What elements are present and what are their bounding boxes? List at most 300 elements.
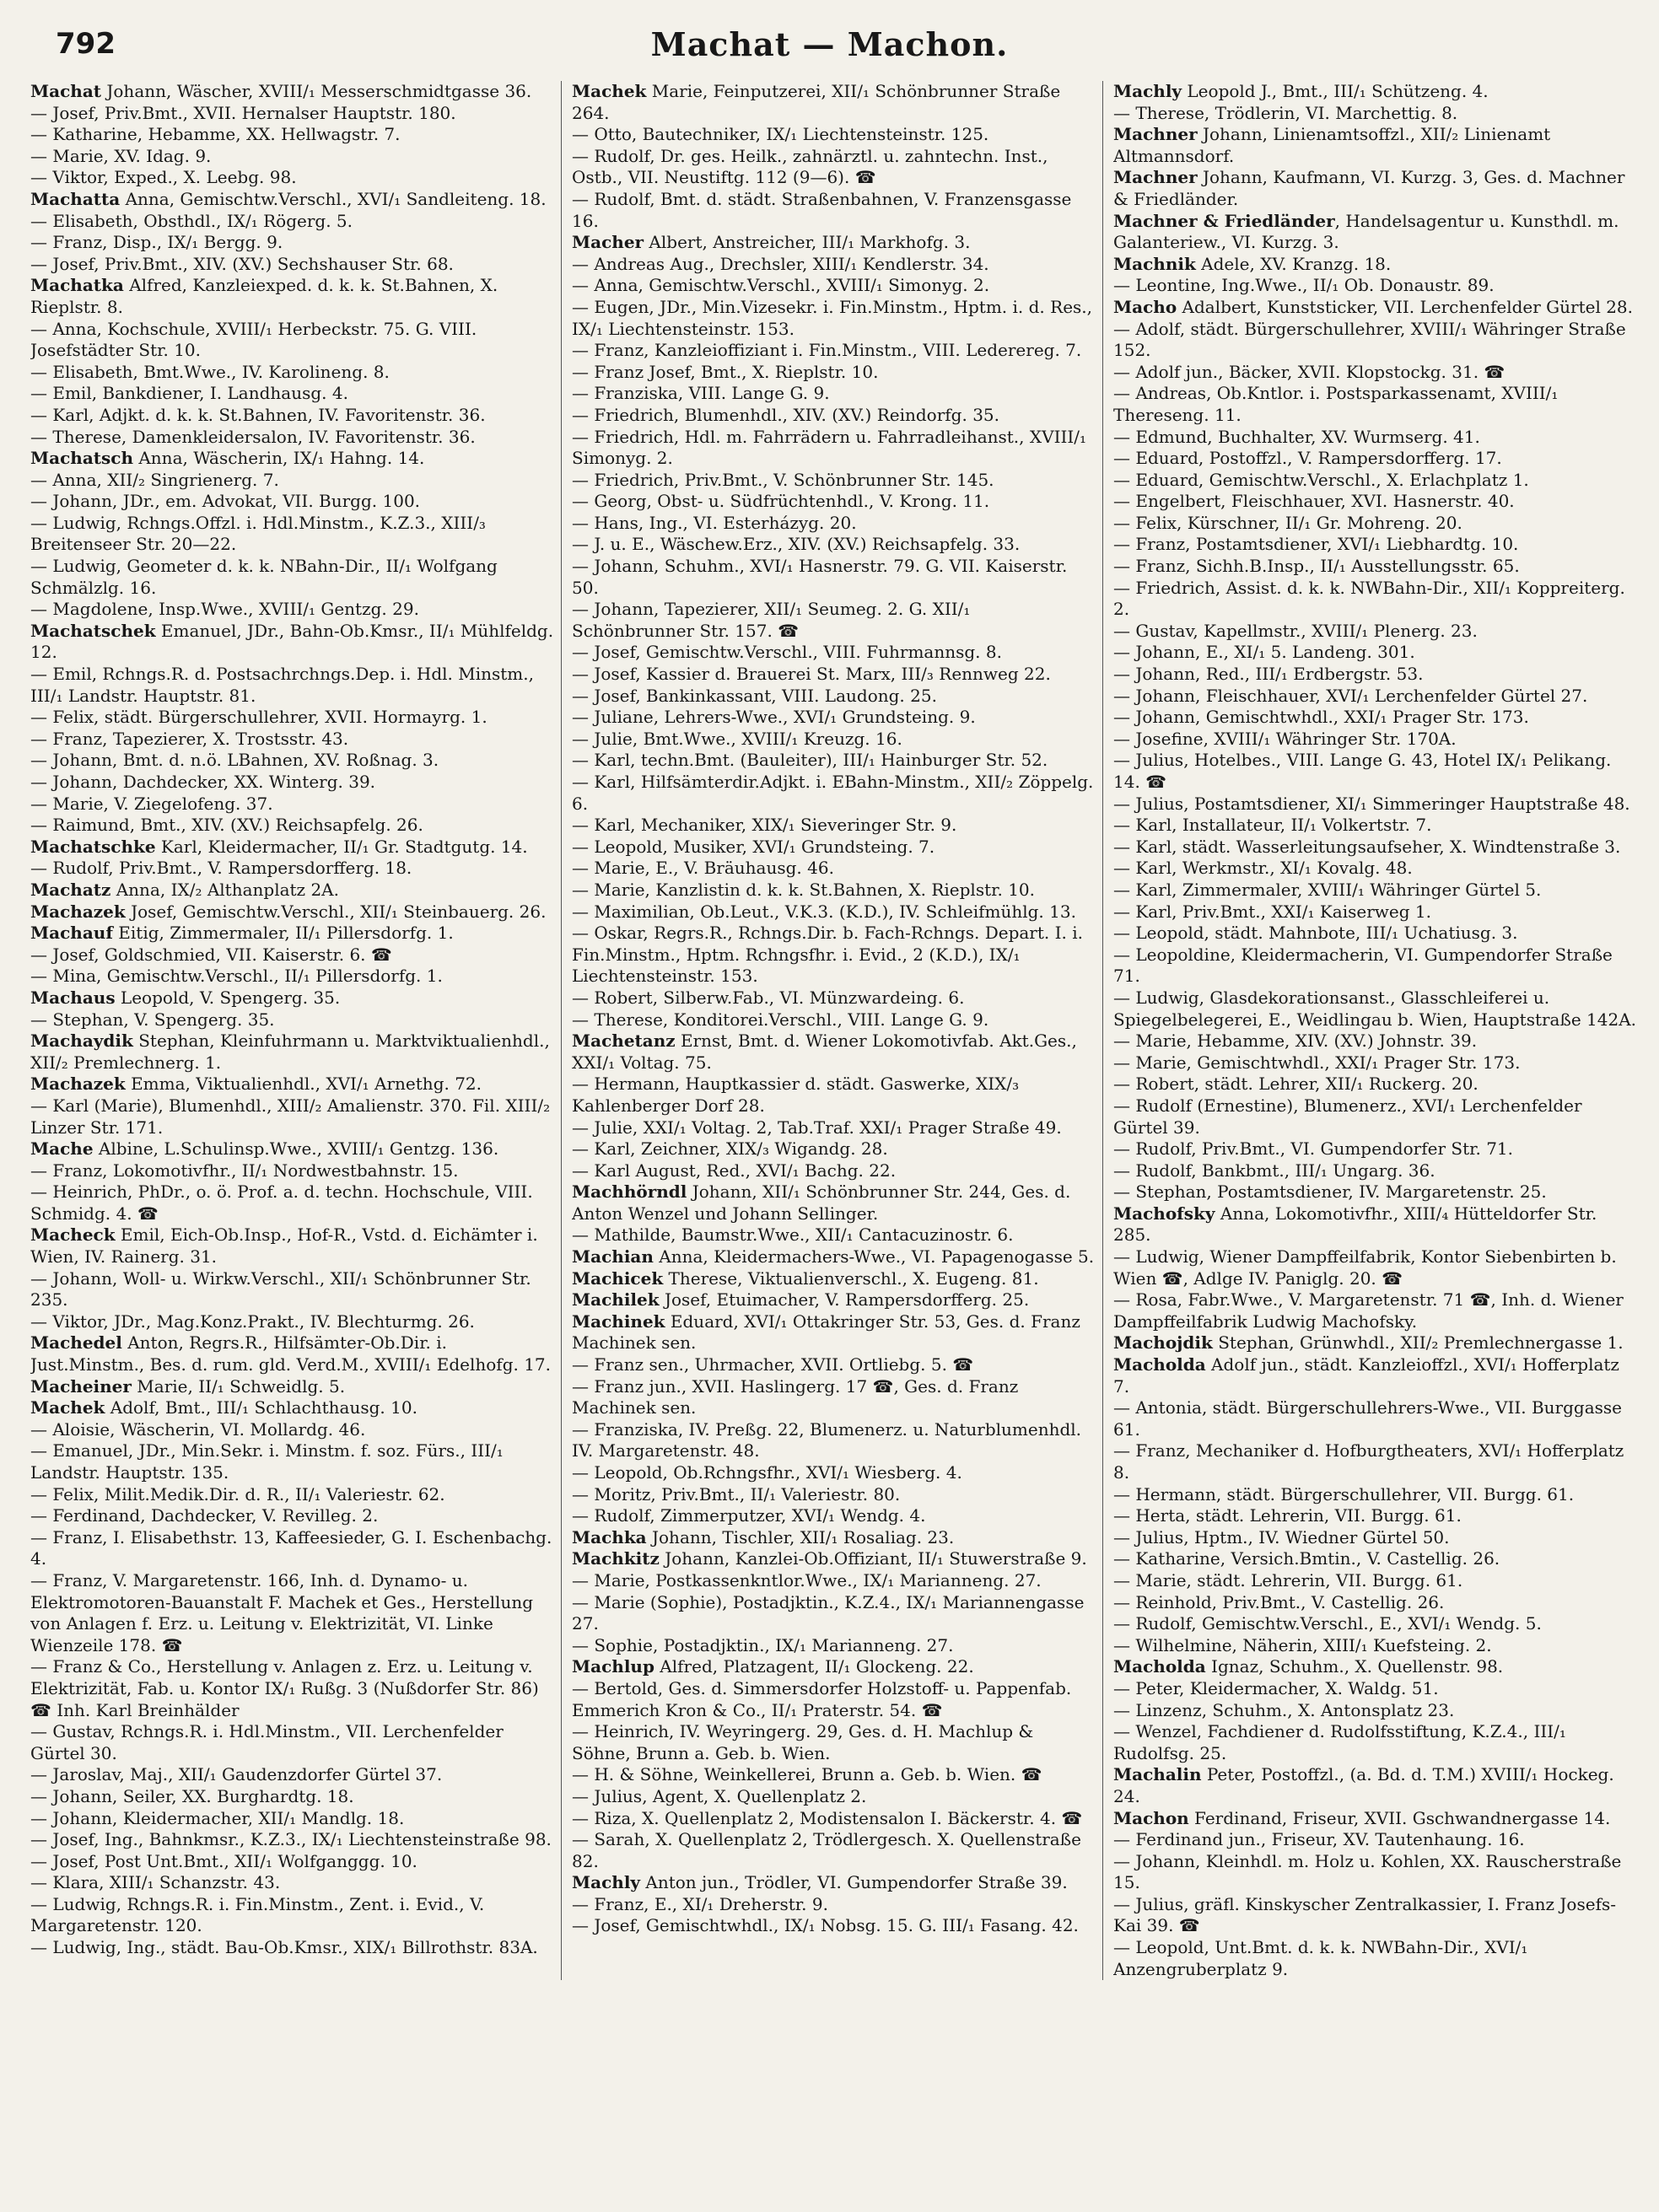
page-number: 792 <box>56 27 116 61</box>
entry-text: — Eugen, JDr., Min.Vizesekr. i. Fin.Minstm., Hptm. i. d. Res., IX/₁ Liechtensteinstr. 153. <box>572 296 1093 339</box>
directory-entry <box>1113 707 1638 729</box>
entry-text: — Moritz, Priv.Bmt., II/₁ Valeriestr. 80. <box>572 1483 901 1504</box>
directory-entry <box>1113 880 1638 901</box>
entry-text: — Rudolf, Bankbmt., III/₁ Ungarg. 36. <box>1113 1160 1435 1181</box>
entry-text: — Karl, Adjkt. d. k. k. St.Bahnen, IV. Favoritenstr. 36. <box>30 404 486 425</box>
directory-entry <box>1113 945 1638 988</box>
entry-text: — Riza, X. Quellenplatz 2, Modistensalon I. Bäckerstr. 4. ☎ <box>572 1807 1083 1828</box>
entry-surname: Mache <box>30 1138 94 1160</box>
entry-surname: Machalin <box>1113 1764 1202 1785</box>
entry-text: Stephan, Kleinfuhrmann u. Marktviktualienhdl., XII/₂ Premlechnerg. 1. <box>30 1031 550 1073</box>
directory-entry <box>30 772 554 794</box>
entry-text: — Elisabeth, Bmt.Wwe., IV. Karolineng. 8. <box>30 361 390 382</box>
entry-text: — Karl (Marie), Blumenhdl., XIII/₂ Amalienstr. 370. Fil. XIII/₂ Linzer Str. 171. <box>30 1095 551 1138</box>
directory-entry <box>1113 1635 1638 1657</box>
directory-entry <box>1113 1181 1638 1203</box>
entry-text: — Karl, Werkmstr., XI/₁ Kovalg. 48. <box>1113 858 1413 879</box>
directory-entry <box>30 901 554 923</box>
entry-text: — Hans, Ing., VI. Esterházyg. 20. <box>572 512 857 533</box>
entry-surname: Machedel <box>30 1332 122 1354</box>
directory-entry <box>572 664 1096 686</box>
directory-entry <box>30 1505 554 1527</box>
entry-surname: Machkitz <box>572 1548 660 1569</box>
directory-entry <box>1113 124 1638 167</box>
directory-entry <box>1113 1764 1638 1807</box>
entry-text: — Johann, Kleidermacher, XII/₁ Mandlg. 18. <box>30 1807 405 1828</box>
directory-entry <box>1113 1484 1638 1506</box>
entry-text: — Felix, städt. Bürgerschullehrer, XVII. Hormayrg. 1. <box>30 707 487 728</box>
directory-entry <box>1113 1570 1638 1592</box>
entry-text: Therese, Viktualienverschl., X. Eugeng. 81. <box>663 1267 1039 1289</box>
entry-text: Albert, Anstreicher, III/₁ Markhofg. 3. <box>644 232 971 253</box>
entry-text: — Marie (Sophie), Postadjktin., K.Z.4., IX/₁ Mariannengasse 27. <box>572 1591 1085 1634</box>
directory-entry <box>30 275 554 318</box>
directory-entry <box>572 988 1096 1009</box>
directory-entry <box>1113 1894 1638 1937</box>
entry-text: — Marie, V. Ziegelofeng. 37. <box>30 793 273 814</box>
directory-entry <box>30 405 554 427</box>
directory-entry <box>1113 513 1638 535</box>
entry-text: Johann, XII/₁ Schönbrunner Str. 244, Ges. d. Anton Wenzel und Johann Sellinger. <box>572 1181 1071 1224</box>
entry-text: — Leopold, Unt.Bmt. d. k. k. NWBahn-Dir., XVI/₁ Anzengruberplatz 9. <box>1113 1937 1528 1979</box>
directory-entry <box>30 1872 554 1894</box>
directory-entry <box>30 81 554 103</box>
entry-text: — Karl, Zeichner, XIX/₃ Wigandg. 28. <box>572 1138 888 1160</box>
directory-entry <box>572 491 1096 513</box>
directory-entry <box>30 427 554 449</box>
entry-text: Stephan, Grünwhdl., XII/₂ Premlechnergasse 1. <box>1212 1332 1624 1354</box>
entry-text: — Josef, Gemischtw.Verschl., VIII. Fuhrmannsg. 8. <box>572 642 1002 663</box>
entry-text: — Otto, Bautechniker, IX/₁ Liechtensteinstr. 125. <box>572 124 989 145</box>
directory-entry <box>30 621 554 664</box>
entry-text: — Andreas, Ob.Kntlor. i. Postsparkassenamt, XVIII/₁ Thereseng. 11. <box>1113 383 1559 425</box>
directory-entry <box>30 1138 554 1160</box>
entry-text: — Johann, Bmt. d. n.ö. LBahnen, XV. Roßnag. 3. <box>30 750 439 771</box>
directory-entry <box>30 1656 554 1721</box>
directory-entry <box>1113 1527 1638 1549</box>
entry-text: — Josef, Post Unt.Bmt., XII/₁ Wolfganggg. 10. <box>30 1850 417 1871</box>
entry-text: Karl, Kleidermacher, II/₁ Gr. Stadtgutg. 14. <box>155 836 528 857</box>
entry-text: — Rudolf, Priv.Bmt., V. Rampersdorfferg. 18. <box>30 858 412 879</box>
directory-entry <box>572 1548 1096 1570</box>
entry-text: — Edmund, Buchhalter, XV. Wurmserg. 41. <box>1113 426 1480 447</box>
directory-entry <box>572 189 1096 232</box>
entry-text: — Johann, Dachdecker, XX. Winterg. 39. <box>30 772 376 792</box>
entry-text: — Ludwig, Rchngs.R. i. Fin.Minstm., Zent. i. Evid., V. Margaretenstr. 120. <box>30 1893 485 1936</box>
directory-entry <box>1113 275 1638 297</box>
entry-text: — Karl, städt. Wasserleitungsaufseher, X. Windtenstraße 3. <box>1113 836 1621 857</box>
directory-entry <box>572 1031 1096 1074</box>
entry-text: — Engelbert, Fleischhauer, XVI. Hasnerstr. 40. <box>1113 491 1515 512</box>
directory-entry <box>30 1419 554 1441</box>
directory-entry <box>30 1074 554 1095</box>
entry-text: — Hermann, Hauptkassier d. städt. Gaswerke, XIX/₃ Kahlenberger Dorf 28. <box>572 1074 1020 1116</box>
entry-text: — Heinrich, IV. Weyringerg. 29, Ges. d. H. Machlup & Söhne, Brunn a. Geb. b. Wien. <box>572 1721 1034 1763</box>
directory-entry <box>572 1915 1096 1937</box>
entry-text: — Karl, Hilfsämterdir.Adjkt. i. EBahn-Minstm., XII/₂ Zöppelg. 6. <box>572 772 1094 814</box>
directory-entry <box>30 1808 554 1830</box>
directory-entry <box>1113 1592 1638 1614</box>
directory-entry <box>572 1894 1096 1916</box>
entry-text: — Karl, Priv.Bmt., XXI/₁ Kaiserweg 1. <box>1113 901 1431 922</box>
page-header <box>22 20 1637 71</box>
entry-text: — Johann, Red., III/₁ Erdbergstr. 53. <box>1113 664 1424 685</box>
entry-text: Peter, Postoffzl., (a. Bd. d. T.M.) XVIII/₁ Hockeg. 24. <box>1113 1764 1614 1806</box>
directory-entry <box>1113 427 1638 449</box>
entry-text: — Jaroslav, Maj., XII/₁ Gaudenzdorfer Gürtel 37. <box>30 1764 443 1785</box>
entry-text: — Franz Josef, Bmt., X. Rieplstr. 10. <box>572 361 879 382</box>
directory-entry <box>572 383 1096 405</box>
directory-entry <box>30 1829 554 1851</box>
entry-text: — Emil, Bankdiener, I. Landhausg. 4. <box>30 383 348 404</box>
entry-text: Anton jun., Trödler, VI. Gumpendorfer Straße 39. <box>640 1872 1068 1893</box>
entry-text: Johann, Tischler, XII/₁ Rosaliag. 23. <box>646 1526 955 1547</box>
entry-text: — Franz, I. Elisabethstr. 13, Kaffeesieder, G. I. Eschenbachg. 4. <box>30 1526 552 1569</box>
entry-surname: Machetanz <box>572 1031 676 1052</box>
directory-entry <box>572 340 1096 362</box>
entry-surname: Macher <box>572 232 644 253</box>
directory-entry <box>30 1332 554 1375</box>
entry-text: — Rudolf (Ernestine), Blumenerz., XVI/₁ Lerchenfelder Gürtel 39. <box>1113 1095 1582 1138</box>
entry-text: — Franz, E., XI/₁ Dreherstr. 9. <box>572 1893 828 1914</box>
directory-entry <box>572 1224 1096 1246</box>
entry-surname: Machofsky <box>1113 1203 1215 1224</box>
directory-entry <box>30 211 554 233</box>
entry-surname: Macholda <box>1113 1656 1206 1677</box>
entry-text: — Ferdinand, Dachdecker, V. Revilleg. 2. <box>30 1505 379 1526</box>
directory-entry <box>30 880 554 901</box>
entry-text: Emanuel, JDr., Bahn-Ob.Kmsr., II/₁ Mühlfeldg. 12. <box>30 620 554 663</box>
directory-entry <box>30 1894 554 1937</box>
entry-text: — Marie, Kanzlistin d. k. k. St.Bahnen, X. Rieplstr. 10. <box>572 879 1036 900</box>
entry-text: — Rudolf, Priv.Bmt., VI. Gumpendorfer Str. 71. <box>1113 1138 1513 1160</box>
directory-entry <box>1113 1548 1638 1570</box>
directory-entry <box>1113 750 1638 793</box>
directory-entry <box>572 880 1096 901</box>
directory-entry <box>572 534 1096 556</box>
directory-entry <box>30 1181 554 1224</box>
entry-text: Johann, Kaufmann, VI. Kurzg. 3, Ges. d. Machner & Friedländer. <box>1113 167 1625 209</box>
entry-text: , Handelsagentur u. Kunsthdl. m. Galanteriew., VI. Kurzg. 3. <box>1113 210 1619 253</box>
entry-text: Anna, Kleidermachers-Wwe., VI. Papagenogasse 5. <box>653 1246 1095 1267</box>
directory-entry <box>30 1764 554 1786</box>
directory-entry <box>1113 1203 1638 1246</box>
entry-text: — Franz, Disp., IX/₁ Bergg. 9. <box>30 232 283 253</box>
directory-entry <box>572 427 1096 470</box>
entry-text: — Ludwig, Rchngs.Offzl. i. Hdl.Minstm., K.Z.3., XIII/₃ Breitenseer Str. 20—22. <box>30 512 486 555</box>
directory-entry <box>30 599 554 621</box>
entry-text: — Julius, gräfl. Kinskyscher Zentralkassier, I. Franz Josefs-Kai 39. ☎ <box>1113 1893 1616 1936</box>
directory-entry <box>30 1721 554 1764</box>
directory-entry <box>1113 923 1638 945</box>
entry-text: — Johann, Seiler, XX. Burghardtg. 18. <box>30 1785 354 1806</box>
directory-entry <box>1113 815 1638 837</box>
directory-entry <box>572 1484 1096 1506</box>
directory-entry <box>572 1656 1096 1678</box>
entry-text: Leopold J., Bmt., III/₁ Schützeng. 4. <box>1182 81 1489 101</box>
directory-entry <box>1113 664 1638 686</box>
directory-entry <box>572 1721 1096 1764</box>
entry-text: — Wilhelmine, Näherin, XIII/₁ Kuefsteing. 2. <box>1113 1634 1492 1655</box>
directory-entry <box>1113 642 1638 664</box>
entry-surname: Machat <box>30 81 102 101</box>
directory-entry <box>572 815 1096 837</box>
entry-text: — Eduard, Gemischtw.Verschl., X. Erlachplatz 1. <box>1113 469 1529 490</box>
directory-entry <box>30 383 554 405</box>
entry-text: — Rudolf, Dr. ges. Heilk., zahnärztl. u. zahntechn. Inst., Ostb., VII. Neustiftg. 112 (9—6). ☎ <box>572 145 1048 188</box>
entry-text: — Friedrich, Hdl. m. Fahrrädern u. Fahrradleihanst., XVIII/₁ Simonyg. 2. <box>572 426 1087 469</box>
directory-entry <box>30 1268 554 1311</box>
entry-text: — Friedrich, Assist. d. k. k. NWBahn-Dir., XII/₁ Koppreiterg. 2. <box>1113 577 1625 620</box>
entry-surname: Machon <box>1113 1807 1189 1828</box>
entry-text: — Marie, Postkassenkntlor.Wwe., IX/₁ Marianneng. 27. <box>572 1569 1042 1590</box>
entry-text: — Karl, techn.Bmt. (Bauleiter), III/₁ Hainburger Str. 52. <box>572 750 1048 771</box>
entry-text: — Anna, Gemischtw.Verschl., XVIII/₁ Simonyg. 2. <box>572 275 990 296</box>
entry-text: — Stephan, V. Spengerg. 35. <box>30 1009 275 1030</box>
entry-text: — Josefine, XVIII/₁ Währinger Str. 170A. <box>1113 728 1457 749</box>
directory-entry <box>572 901 1096 923</box>
directory-entry <box>1113 901 1638 923</box>
directory-entry <box>30 1851 554 1873</box>
entry-surname: Machner & Friedländer <box>1113 210 1335 231</box>
directory-entry <box>572 362 1096 384</box>
directory-entry <box>572 405 1096 427</box>
directory-entry <box>1113 1808 1638 1830</box>
directory-entry <box>1113 1678 1638 1700</box>
directory-entry <box>30 750 554 772</box>
directory-entry <box>1113 556 1638 578</box>
entry-text: — J. u. E., Wäschew.Erz., XIV. (XV.) Reichsapfelg. 33. <box>572 534 1021 555</box>
directory-entry <box>1113 254 1638 276</box>
directory-entry <box>572 1074 1096 1117</box>
directory-entry <box>572 513 1096 535</box>
entry-text: Johann, Wäscher, XVIII/₁ Messerschmidtgasse 36. <box>101 81 532 101</box>
entry-text: — Leopoldine, Kleidermacherin, VI. Gumpendorfer Straße 71. <box>1113 944 1613 987</box>
entry-text: — Franziska, IV. Preßg. 22, Blumenerz. u. Naturblumenhdl. IV. Margaretenstr. 48. <box>572 1418 1082 1461</box>
entry-text: Eitig, Zimmermaler, II/₁ Pillersdorfg. 1. <box>112 923 454 944</box>
directory-entry <box>572 1311 1096 1354</box>
directory-entry <box>1113 319 1638 362</box>
entry-surname: Machojdik <box>1113 1332 1213 1354</box>
directory-entry <box>1113 1354 1638 1397</box>
directory-entry <box>1113 1289 1638 1332</box>
entry-text: — Josef, Bankinkassant, VIII. Laudong. 25. <box>572 685 937 706</box>
directory-entry <box>1113 1440 1638 1483</box>
directory-entry <box>1113 383 1638 426</box>
directory-entry <box>572 1246 1096 1268</box>
entry-text: — Robert, städt. Lehrer, XII/₁ Ruckerg. 20. <box>1113 1074 1479 1095</box>
entry-text: — Franz, Postamtsdiener, XVI/₁ Liebhardtg. 10. <box>1113 534 1519 555</box>
directory-entry <box>30 470 554 492</box>
directory-entry <box>572 772 1096 815</box>
entry-text: — Stephan, Postamtsdiener, IV. Margaretenstr. 25. <box>1113 1181 1547 1203</box>
entry-surname: Machauf <box>30 923 113 944</box>
entry-text: — Anna, XII/₂ Singrienerg. 7. <box>30 469 279 490</box>
entry-text: — Ludwig, Glasdekorationsanst., Glasschleiferei u. Spiegelbelegerei, E., Weidlingau b. Wien, Hauptstraße 142A. <box>1113 987 1637 1030</box>
entry-text: Adolf jun., städt. Kanzleioffzl., XVI/₁ Hofferplatz 7. <box>1113 1354 1619 1397</box>
directory-entry <box>30 1224 554 1267</box>
columns <box>30 81 1637 1980</box>
directory-entry <box>30 1484 554 1506</box>
directory-entry <box>1113 491 1638 513</box>
entry-surname: Machka <box>572 1526 647 1547</box>
directory-entry <box>572 146 1096 189</box>
entry-text: Anna, Gemischtw.Verschl., XVI/₁ Sandleiteng. 18. <box>120 188 547 209</box>
column-2 <box>572 81 1103 1980</box>
entry-text: — Karl, Installateur, II/₁ Volkertstr. 7. <box>1113 815 1432 836</box>
directory-entry <box>572 232 1096 254</box>
directory-entry <box>1113 1397 1638 1440</box>
entry-text: Anton, Regrs.R., Hilfsämter-Ob.Dir. i. Just.Minstm., Bes. d. rum. gld. Verd.M., XVIII/₁ Edelhofg. 17. <box>30 1332 552 1375</box>
directory-entry <box>572 1138 1096 1160</box>
entry-surname: Machner <box>1113 167 1198 188</box>
entry-surname: Machinek <box>572 1311 665 1332</box>
entry-text: — Klara, XIII/₁ Schanzstr. 43. <box>30 1872 281 1893</box>
directory-entry <box>572 1181 1096 1224</box>
entry-text: — Franz, Tapezierer, X. Trostsstr. 43. <box>30 728 349 749</box>
entry-text: Adalbert, Kunststicker, VII. Lerchenfelder Gürtel 28. <box>1177 296 1634 317</box>
directory-entry <box>1113 578 1638 621</box>
entry-surname: Macheiner <box>30 1375 132 1397</box>
entry-text: — Julie, XXI/₁ Voltag. 2, Tab.Traf. XXI/₁ Prager Straße 49. <box>572 1117 1062 1138</box>
entry-text: — Josef, Priv.Bmt., XVII. Hernalser Hauptstr. 180. <box>30 102 456 123</box>
entry-text: — Johann, Fleischhauer, XVI/₁ Lerchenfelder Gürtel 27. <box>1113 685 1588 706</box>
entry-text: Ferdinand, Friseur, XVII. Gschwandnergasse 14. <box>1188 1807 1611 1828</box>
entry-text: — Josef, Priv.Bmt., XIV. (XV.) Sechshauser Str. 68. <box>30 253 454 274</box>
directory-entry <box>30 254 554 276</box>
entry-text: — Friedrich, Priv.Bmt., V. Schönbrunner Str. 145. <box>572 469 994 490</box>
directory-entry <box>572 1419 1096 1462</box>
directory-entry <box>572 556 1096 599</box>
entry-text: — Leopold, Musiker, XVI/₁ Grundsteing. 7. <box>572 836 935 857</box>
directory-entry <box>572 1376 1096 1419</box>
directory-entry <box>1113 297 1638 319</box>
directory-entry <box>572 1872 1096 1894</box>
entry-text: — Marie, Hebamme, XIV. (XV.) Johnstr. 39. <box>1113 1031 1478 1052</box>
entry-surname: Machly <box>1113 81 1182 101</box>
entry-surname: Macholda <box>1113 1354 1206 1375</box>
entry-text: — Viktor, JDr., Mag.Konz.Prakt., IV. Blechturmg. 26. <box>30 1311 475 1332</box>
directory-entry <box>1113 794 1638 815</box>
directory-entry <box>572 124 1096 146</box>
entry-surname: Machatta <box>30 188 121 209</box>
directory-entry <box>572 1009 1096 1031</box>
directory-entry <box>1113 729 1638 751</box>
entry-text: Albine, L.Schulinsp.Wwe., XVIII/₁ Gentzg. 136. <box>93 1138 499 1160</box>
page-title: Machat — Machon. <box>650 25 1009 63</box>
directory-entry <box>572 1462 1096 1484</box>
directory-entry <box>1113 362 1638 384</box>
directory-entry <box>30 513 554 556</box>
entry-surname: Machaus <box>30 987 116 1008</box>
directory-entry <box>1113 470 1638 492</box>
entry-text: — Josef, Kassier d. Brauerei St. Marx, III/₃ Rennweg 22. <box>572 664 1051 685</box>
entry-surname: Machazek <box>30 901 126 922</box>
entry-text: — Johann, Schuhm., XVI/₁ Hasnerstr. 79. G. VII. Kaiserstr. 50. <box>572 556 1068 598</box>
entry-text: — Julius, Hptm., IV. Wiedner Gürtel 50. <box>1113 1526 1450 1547</box>
entry-text: — Therese, Damenkleidersalon, IV. Favoritenstr. 36. <box>30 426 476 447</box>
directory-entry <box>30 858 554 880</box>
directory-entry <box>572 707 1096 729</box>
entry-text: Johann, Kanzlei-Ob.Offiziant, II/₁ Stuwerstraße 9. <box>659 1548 1087 1569</box>
directory-entry <box>30 1009 554 1031</box>
directory-entry <box>572 1117 1096 1139</box>
entry-text: — Franz, V. Margaretenstr. 166, Inh. d. Dynamo- u. Elektromotoren-Bauanstalt F. Machek et Ges., Herstellung von Anlagen f. Erz. u. Leitung v. Elektrizität, VI. Linke Wienzeile 178. ☎ <box>30 1569 534 1655</box>
directory-entry <box>1113 534 1638 556</box>
entry-text: — Reinhold, Priv.Bmt., V. Castellig. 26. <box>1113 1591 1445 1612</box>
entry-text: — Andreas Aug., Drechsler, XIII/₁ Kendlerstr. 34. <box>572 253 989 274</box>
entry-text: Emma, Viktualienhdl., XVI/₁ Arnethg. 72. <box>125 1074 482 1095</box>
column-3 <box>1113 81 1645 1980</box>
directory-entry <box>30 167 554 189</box>
directory-entry <box>572 1764 1096 1786</box>
column-1 <box>30 81 562 1980</box>
directory-entry <box>572 470 1096 492</box>
entry-text: — Franziska, VIII. Lange G. 9. <box>572 383 830 404</box>
directory-entry <box>30 1095 554 1138</box>
entry-text: Johann, Linienamtsoffzl., XII/₂ Linienamt Altmannsdorf. <box>1113 124 1551 166</box>
entry-text: — H. & Söhne, Weinkellerei, Brunn a. Geb. b. Wien. ☎ <box>572 1764 1042 1785</box>
entry-text: — Felix, Milit.Medik.Dir. d. R., II/₁ Valeriestr. 62. <box>30 1483 445 1504</box>
entry-text: Anna, Lokomotivfhr., XIII/₄ Hütteldorfer Str. 285. <box>1113 1203 1597 1246</box>
entry-text: — Adolf jun., Bäcker, XVII. Klopstockg. 31. ☎ <box>1113 361 1505 382</box>
entry-text: — Johann, Kleinhdl. m. Holz u. Kohlen, XX. Rauscherstraße 15. <box>1113 1850 1622 1893</box>
entry-surname: Machicek <box>572 1267 664 1289</box>
entry-text: — Antonia, städt. Bürgerschullehrers-Wwe., VII. Burggasse 61. <box>1113 1397 1622 1440</box>
entry-text: — Johann, JDr., em. Advokat, VII. Burgg. 100. <box>30 491 421 512</box>
entry-text: — Sarah, X. Quellenplatz 2, Trödlergesch. X. Quellenstraße 82. <box>572 1829 1081 1871</box>
directory-entry <box>572 1505 1096 1527</box>
entry-text: — Hermann, städt. Bürgerschullehrer, VII. Burgg. 61. <box>1113 1483 1575 1504</box>
entry-surname: Machatka <box>30 275 124 296</box>
directory-entry <box>30 556 554 599</box>
entry-text: — Franz jun., XVII. Haslingerg. 17 ☎, Ges. d. Franz Machinek sen. <box>572 1375 1019 1418</box>
entry-text: Leopold, V. Spengerg. 35. <box>115 987 341 1008</box>
directory-entry <box>30 448 554 470</box>
entry-text: — Georg, Obst- u. Südfrüchtenhdl., V. Krong. 11. <box>572 491 990 512</box>
entry-text: — Ludwig, Ing., städt. Bau-Ob.Kmsr., XIX/₁ Billrothstr. 83A. <box>30 1937 538 1958</box>
entry-surname: Macheck <box>30 1224 116 1246</box>
directory-entry <box>572 81 1096 124</box>
entry-text: — Rudolf, Gemischtw.Verschl., E., XVI/₁ Wendg. 5. <box>1113 1613 1542 1634</box>
entry-text: — Elisabeth, Obsthdl., IX/₁ Rögerg. 5. <box>30 210 353 231</box>
entry-text: — Marie, städt. Lehrerin, VII. Burgg. 61. <box>1113 1569 1463 1590</box>
entry-text: — Herta, städt. Lehrerin, VII. Burgg. 61. <box>1113 1505 1462 1526</box>
entry-text: — Katharine, Hebamme, XX. Hellwagstr. 7. <box>30 124 401 145</box>
entry-text: — Eduard, Postoffzl., V. Rampersdorfferg. 17. <box>1113 448 1502 469</box>
entry-text: Anna, IX/₂ Althanplatz 2A. <box>110 879 339 900</box>
entry-text: Emil, Eich-Ob.Insp., Hof-R., Vstd. d. Eichämter i. Wien, IV. Rainerg. 31. <box>30 1224 538 1267</box>
entry-text: — Karl August, Red., XVI/₁ Bachg. 22. <box>572 1160 897 1181</box>
entry-surname: Machazek <box>30 1074 126 1095</box>
directory-entry <box>30 491 554 513</box>
directory-entry <box>572 1678 1096 1721</box>
directory-entry <box>30 988 554 1009</box>
entry-text: — Mina, Gemischtw.Verschl., II/₁ Pillersdorfg. 1. <box>30 966 443 987</box>
directory-entry <box>572 1160 1096 1182</box>
directory-entry <box>572 1592 1096 1635</box>
entry-text: — Karl, Zimmermaler, XVIII/₁ Währinger Gürtel 5. <box>1113 879 1542 900</box>
entry-surname: Machian <box>572 1246 654 1267</box>
entry-text: — Ludwig, Geometer d. k. k. NBahn-Dir., II/₁ Wolfgang Schmälzlg. 16. <box>30 556 498 598</box>
directory-entry <box>1113 1829 1638 1851</box>
directory-entry <box>30 189 554 211</box>
entry-text: Eduard, XVI/₁ Ottakringer Str. 53, Ges. d. Franz Machinek sen. <box>572 1311 1080 1354</box>
entry-text: — Leopold, städt. Mahnbote, III/₁ Uchatiusg. 3. <box>1113 923 1518 944</box>
entry-text: — Maximilian, Ob.Leut., V.K.3. (K.D.), IV. Schleifmühlg. 13. <box>572 901 1076 922</box>
directory-entry <box>30 1937 554 1959</box>
directory-entry <box>572 1570 1096 1592</box>
